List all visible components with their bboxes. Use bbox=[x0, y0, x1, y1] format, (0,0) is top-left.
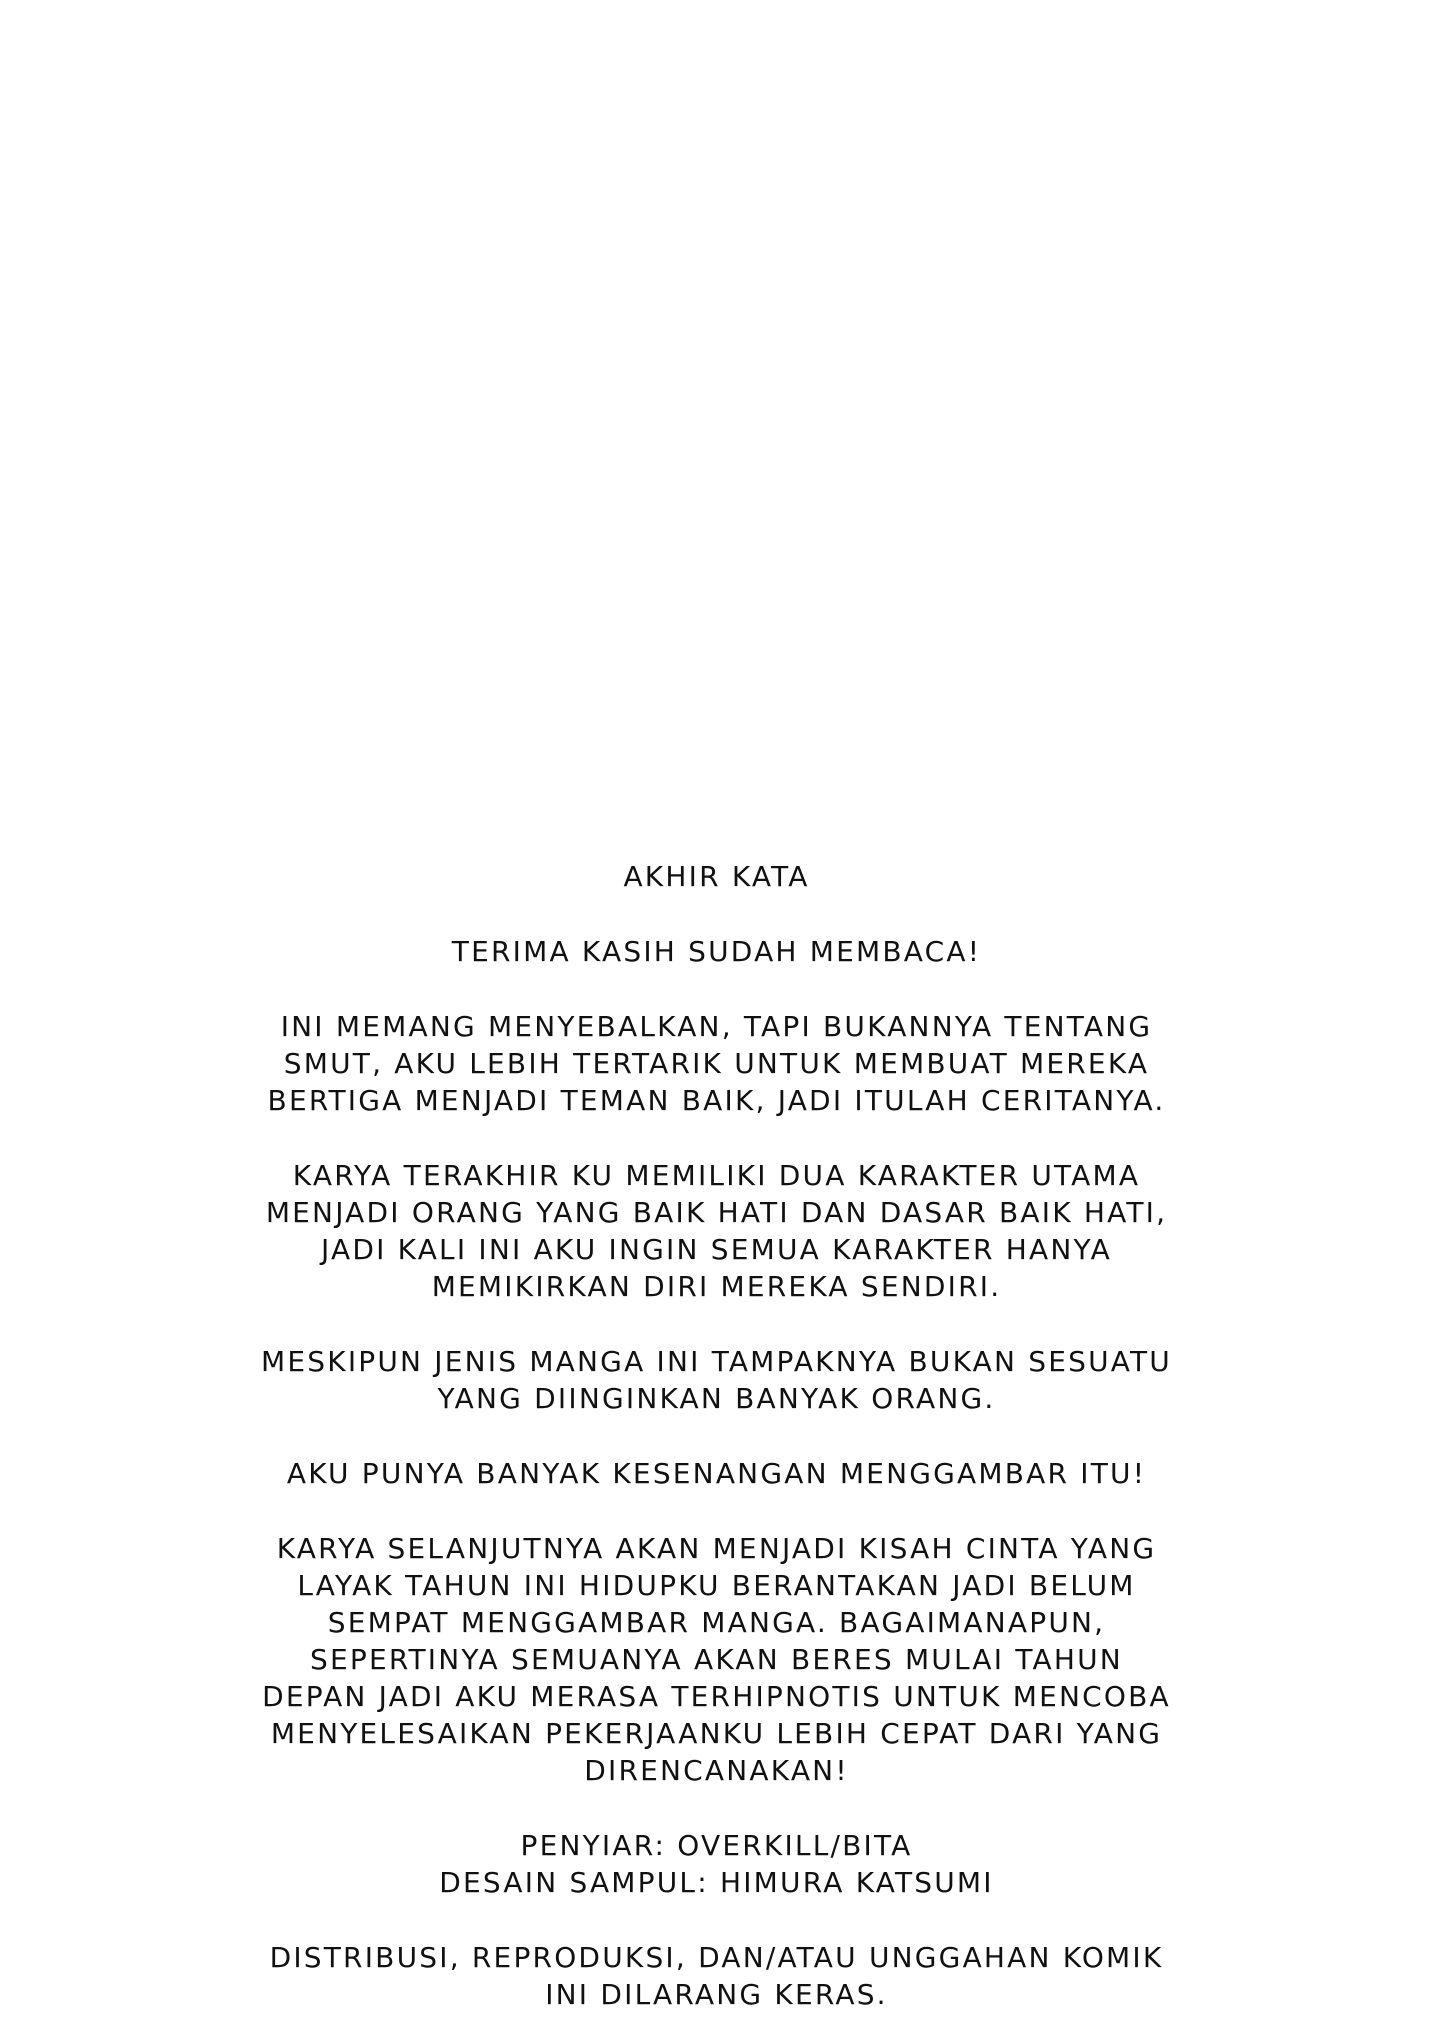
afterword-paragraph-5: KARYA SELANJUTNYA AKAN MENJADI KISAH CINTA YANG LAYAK TAHUN INI HIDUPKU BERANTAKAN JADI BELUM SEMPAT MENGGAMBAR MANGA. BAGAIMANAPUN, SEPERTINYA SEMUANYA AKAN BERES MULAI TAHUN DEPAN JADI AKU MERASA TERHIPNOTIS UNTUK MENCOBA MENYELESAIKAN PEKERJAANKU LEBIH CEPAT DARI YANG DIRENCANAKAN! bbox=[262, 1532, 1171, 1787]
afterword-paragraph-4: AKU PUNYA BANYAK KESENANGAN MENGGAMBAR ITU! bbox=[286, 1457, 1147, 1490]
copyright-notice: DISTRIBUSI, REPRODUKSI, DAN/ATAU UNGGAHAN KOMIK INI DILARANG KERAS. bbox=[269, 1941, 1164, 2011]
thanks-line: TERIMA KASIH SUDAH MEMBACA! bbox=[451, 935, 982, 968]
afterword-heading: AKHIR KATA bbox=[623, 860, 810, 893]
afterword-paragraph-2: KARYA TERAKHIR KU MEMILIKI DUA KARAKTER UTAMA MENJADI ORANG YANG BAIK HATI DAN DASAR BAIK HATI, JADI KALI INI AKU INGIN SEMUA KARAKTER HANYA MEMIKIRKAN DIRI MEREKA SENDIRI. bbox=[265, 1159, 1168, 1303]
afterword-text-block bbox=[150, 858, 1283, 2013]
credits: PENYIAR: OVERKILL/BITA DESAIN SAMPUL: HIMURA KATSUMI bbox=[439, 1829, 994, 1899]
afterword-paragraph-1: INI MEMANG MENYEBALKAN, TAPI BUKANNYA TENTANG SMUT, AKU LEBIH TERTARIK UNTUK MEMBUAT MEREKA BERTIGA MENJADI TEMAN BAIK, JADI ITULAH CERITANYA. bbox=[267, 1010, 1166, 1117]
afterword-paragraph-3: MESKIPUN JENIS MANGA INI TAMPAKNYA BUKAN SESUATU YANG DIINGINKAN BANYAK ORANG. bbox=[261, 1345, 1172, 1415]
